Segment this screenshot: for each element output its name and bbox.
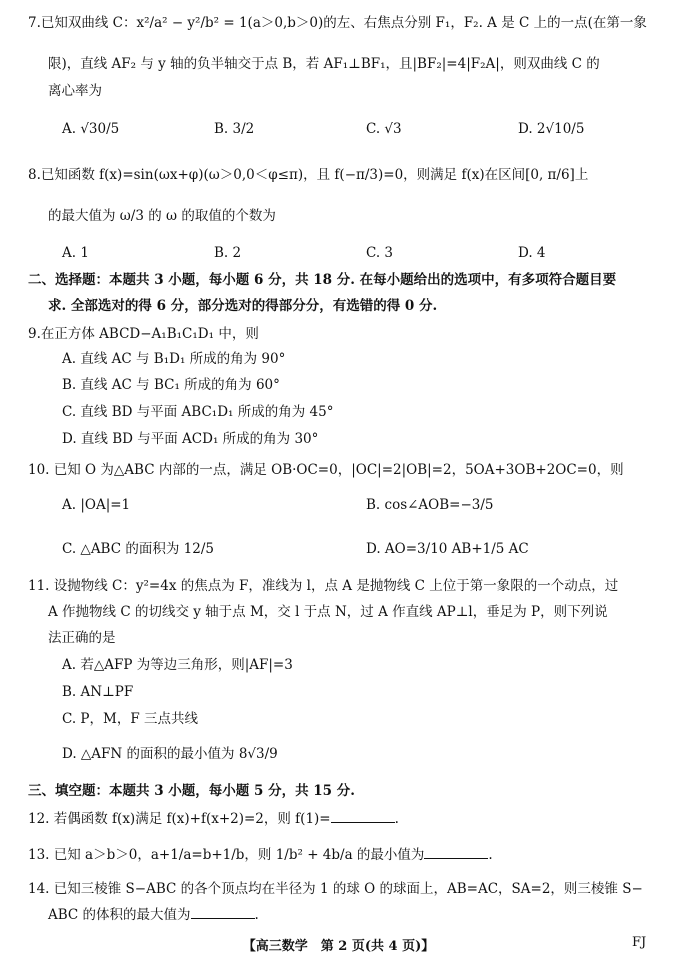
q8-option-a: A. 1 (62, 245, 89, 261)
q11-line1: 11. 设抛物线 C：y²=4x 的焦点为 F，准线为 l，点 A 是抛物线 C 上位于第一象限的一个动点，过 (28, 578, 619, 594)
q7-line2: 限)，直线 AF₂ 与 y 轴的负半轴交于点 B，若 AF₁⊥BF₁，且|BF₂|=4|F₂A|，则双曲线 C 的 (48, 56, 600, 72)
q7-line3: 离心率为 (48, 83, 102, 99)
q14-answer-blank (191, 906, 255, 919)
q11-line3: 法正确的是 (48, 630, 116, 646)
q14-line1: 14. 已知三棱锥 S−ABC 的各个顶点均在半径为 1 的球 O 的球面上，AB=AC，SA=2，则三棱锥 S− (28, 881, 643, 897)
q10-option-b: B. cos∠AOB=−3/5 (366, 497, 494, 513)
q13-answer-blank (424, 846, 488, 859)
section3-heading: 三、填空题：本题共 3 小题，每小题 5 分，共 15 分. (28, 783, 355, 799)
q13 (28, 846, 493, 864)
q10-stem: 10. 已知 O 为△ABC 内部的一点，满足 OB·OC=0，|OC|=2|OB|=2，5OA+3OB+2OC=0，则 (28, 462, 624, 478)
q12 (28, 810, 399, 828)
q10-option-a: A. |OA|=1 (62, 497, 131, 513)
q14-text: ABC 的体积的最大值为 (48, 907, 191, 923)
q9-stem: 9.在正方体 ABCD−A₁B₁C₁D₁ 中，则 (28, 326, 259, 342)
region-code: FJ (632, 935, 647, 950)
q11-option-d: D. △AFN 的面积的最小值为 8√3/9 (62, 746, 278, 762)
section2-heading: 二、选择题：本题共 3 小题，每小题 6 分，共 18 分. 在每小题给出的选项中，有多项符合题目要 (28, 272, 617, 288)
q7-option-c: C. √3 (366, 121, 402, 137)
q13-text: 13. 已知 a＞b＞0，a+1/a=b+1/b，则 1/b² + 4b/a 的最小值为 (28, 847, 425, 863)
page-footer: 【高三数学 第 2 页(共 4 页)】 (242, 939, 435, 954)
q9-option-b: B. 直线 AC 与 BC₁ 所成的角为 60° (62, 377, 280, 393)
q11-option-c: C. P，M，F 三点共线 (62, 711, 198, 727)
q8-option-b: B. 2 (214, 245, 242, 261)
q11-line2: A 作抛物线 C 的切线交 y 轴于点 M，交 l 于点 N，过 A 作直线 AP⊥l，垂足为 P，则下列说 (48, 604, 608, 620)
q14-line2 (48, 906, 259, 924)
q12-text: 12. 若偶函数 f(x)满足 f(x)+f(x+2)=2，则 f(1)= (28, 811, 331, 827)
q9-option-d: D. 直线 BD 与平面 ACD₁ 所成的角为 30° (62, 431, 319, 447)
q9-option-c: C. 直线 BD 与平面 ABC₁D₁ 所成的角为 45° (62, 404, 334, 420)
q11-option-b: B. AN⊥PF (62, 684, 134, 700)
q8-line1: 8.已知函数 f(x)=sin(ωx+φ)(ω＞0,0＜φ≤π)，且 f(−π/3)=0，则满足 f(x)在区间[0, π/6]上 (28, 167, 589, 183)
q12-end: . (394, 811, 399, 827)
q8-option-d: D. 4 (518, 245, 546, 261)
q11-option-a: A. 若△AFP 为等边三角形，则|AF|=3 (62, 657, 293, 673)
q8-line2: 的最大值为 ω/3 的 ω 的取值的个数为 (48, 208, 276, 224)
q9-option-a: A. 直线 AC 与 B₁D₁ 所成的角为 90° (62, 351, 286, 367)
q14-end: . (254, 907, 259, 923)
q13-end: . (488, 847, 493, 863)
q7-option-a: A. √30/5 (62, 121, 120, 137)
q10-option-c: C. △ABC 的面积为 12/5 (62, 541, 214, 557)
q10-option-d: D. AO=3/10 AB+1/5 AC (366, 541, 529, 557)
q7-option-d: D. 2√10/5 (518, 121, 585, 137)
q7-option-b: B. 3/2 (214, 121, 255, 137)
q7-line1: 7.已知双曲线 C：x²/a² − y²/b² = 1(a＞0,b＞0)的左、右焦点分别 F₁，F₂. A 是 C 上的一点(在第一象 (28, 15, 647, 31)
section2-instructions: 求. 全部选对的得 6 分，部分选对的得部分分，有选错的得 0 分. (48, 298, 438, 314)
q8-option-c: C. 3 (366, 245, 394, 261)
q12-answer-blank (331, 810, 395, 823)
